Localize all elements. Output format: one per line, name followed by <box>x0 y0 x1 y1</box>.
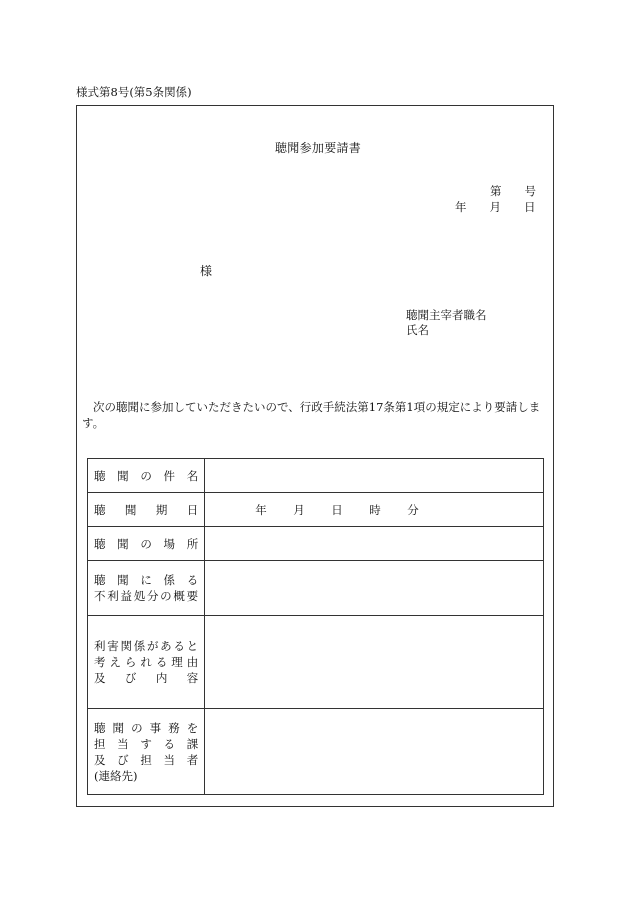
label-char: 聴 <box>94 573 106 587</box>
label-char: る <box>186 573 199 587</box>
label-line <box>94 720 198 736</box>
label-char: 聴 <box>94 720 106 735</box>
label-char: (連絡先) <box>94 768 138 783</box>
label-char: 日 <box>186 502 199 517</box>
interest-reason-value[interactable] <box>205 616 544 709</box>
label-char: 及 <box>94 752 106 767</box>
label-char: び <box>117 752 129 767</box>
label-char: れ <box>140 655 152 669</box>
label-char: の <box>140 536 152 551</box>
label-char: 課 <box>186 736 199 751</box>
label-char: の <box>140 468 152 483</box>
label-char: 件 <box>163 468 176 483</box>
label-char: 係 <box>133 639 146 653</box>
sender-name: 氏名 <box>406 323 429 337</box>
disposition-summary-value[interactable] <box>205 561 544 616</box>
hearing-place-value[interactable] <box>205 527 544 561</box>
label-char: と <box>186 639 199 653</box>
label-line <box>94 654 198 670</box>
label-char: 担 <box>94 736 106 751</box>
month-unit: 月 <box>293 502 305 517</box>
label-line <box>94 502 198 518</box>
label-char: 容 <box>186 671 199 685</box>
label-char: 利 <box>94 639 106 653</box>
label-char: す <box>140 736 152 751</box>
label-char: 及 <box>94 671 106 685</box>
label-char: 事 <box>149 720 162 735</box>
label-char: え <box>109 655 121 669</box>
label-line <box>94 536 198 552</box>
label-char: 理 <box>171 655 183 669</box>
label-char: 害 <box>107 639 119 653</box>
label-char: 者 <box>186 752 199 767</box>
case-name-value[interactable] <box>205 459 544 493</box>
label-char: 担 <box>140 752 152 767</box>
label-char: び <box>124 671 137 685</box>
row-label-office-contact <box>88 709 205 795</box>
document-title: 聴聞参加要請書 <box>275 141 362 155</box>
label-char: 聞 <box>117 468 129 483</box>
table-row <box>88 493 544 527</box>
label-char: ら <box>124 655 137 669</box>
label-char: を <box>186 720 199 735</box>
label-char: る <box>173 639 185 653</box>
day-unit: 日 <box>331 502 343 517</box>
row-label-interest-reason <box>88 616 205 709</box>
label-char: る <box>163 736 176 751</box>
hour-unit: 時 <box>369 502 381 517</box>
document-number: 第 号 <box>490 184 536 198</box>
year-unit: 年 <box>255 502 267 517</box>
label-char: る <box>155 655 168 669</box>
table-row <box>88 527 544 561</box>
row-label-disposition-summary <box>88 561 205 616</box>
label-char: 不 <box>94 589 106 603</box>
label-char: の <box>160 589 172 603</box>
label-char: 務 <box>168 720 180 735</box>
label-char: 利 <box>107 589 119 603</box>
label-char: 期 <box>155 502 168 517</box>
label-char: 場 <box>163 536 176 551</box>
label-char: 考 <box>94 655 106 669</box>
sender-title: 聴聞主宰者職名 <box>406 308 487 322</box>
document-date: 年 月 日 <box>455 200 536 214</box>
label-char: 益 <box>120 589 132 603</box>
label-char: 当 <box>117 736 129 751</box>
table-row <box>88 459 544 493</box>
label-char: の <box>131 720 143 735</box>
label-char: 分 <box>146 589 159 603</box>
hearing-info-table <box>87 458 544 795</box>
hearing-date-value[interactable] <box>205 493 544 527</box>
label-char: に <box>140 573 152 587</box>
label-line <box>94 638 198 654</box>
label-char: 当 <box>163 752 176 767</box>
row-label-hearing-place <box>88 527 205 561</box>
table-row <box>88 709 544 795</box>
label-char: 聴 <box>94 536 106 551</box>
label-char: 所 <box>186 536 199 551</box>
table-row <box>88 561 544 616</box>
datetime-fields <box>211 502 537 518</box>
label-char: 由 <box>186 655 199 669</box>
row-label-hearing-date <box>88 493 205 527</box>
label-char: 聞 <box>117 536 129 551</box>
office-contact-value[interactable] <box>205 709 544 795</box>
label-char: 聞 <box>112 720 125 735</box>
label-char: 聞 <box>117 573 129 587</box>
label-line <box>94 572 198 588</box>
label-char: 処 <box>133 589 146 603</box>
label-char: あ <box>160 639 172 653</box>
label-line <box>94 736 198 752</box>
label-line <box>94 752 198 768</box>
minute-unit: 分 <box>407 502 419 517</box>
label-char: 内 <box>155 671 168 685</box>
label-char: 聞 <box>124 502 137 517</box>
label-char: 関 <box>120 639 132 653</box>
addressee-honorific: 様 <box>200 264 213 278</box>
row-label-case-name <box>88 459 205 493</box>
label-char: が <box>146 639 159 653</box>
label-char: 聴 <box>94 502 106 517</box>
label-line <box>94 768 198 784</box>
label-char: 概 <box>173 589 185 603</box>
label-char: 聴 <box>94 468 106 483</box>
form-number: 様式第8号(第5条関係) <box>76 85 192 99</box>
table-row <box>88 616 544 709</box>
label-line <box>94 468 198 484</box>
label-char: 名 <box>186 468 199 483</box>
label-line <box>94 588 198 604</box>
label-line <box>94 670 198 686</box>
label-char: 要 <box>186 589 199 603</box>
label-char: 係 <box>163 573 176 587</box>
request-body-text: 次の聴聞に参加していただきたいので、行政手続法第17条第1項の規定により要請します。 <box>82 400 541 430</box>
